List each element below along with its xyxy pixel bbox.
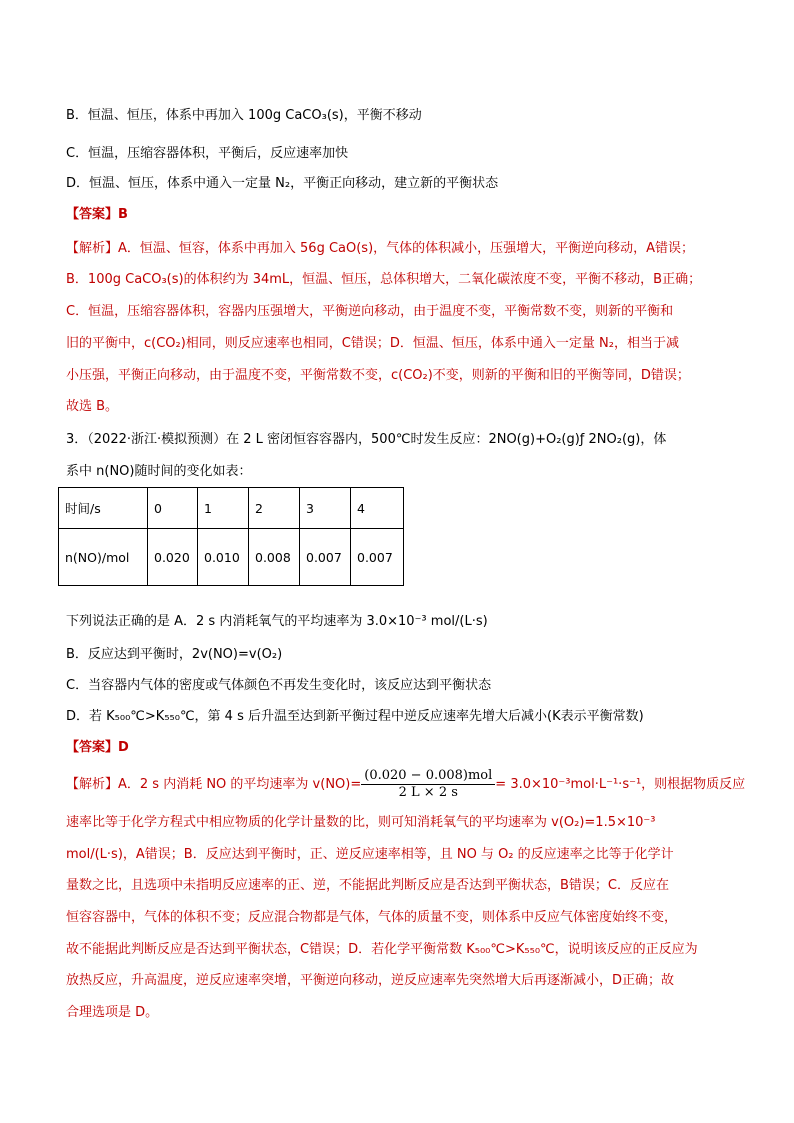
analysis-q3-line-2: 速率比等于化学方程式中相应物质的化学计量数的比，则可知消耗氧气的平均速率为 v(O₂)=1.5×10⁻³ xyxy=(66,815,656,830)
fraction-denominator: 2 L × 2 s xyxy=(398,785,458,800)
question-3-option-d: D．若 K₅₀₀℃>K₅₅₀℃，第 4 s 后升温至达到新平衡过程中逆反应速率先增大后减小(K表示平衡常数) xyxy=(66,709,644,724)
analysis-q3-line-4: 量数之比，且选项中未指明反应速率的正、逆，不能据此判断反应是否达到平衡状态，B错误；C．反应在 xyxy=(66,878,669,893)
table-cell: 0 xyxy=(148,488,198,529)
option-b-line: B．恒温、恒压，体系中再加入 100g CaCO₃(s)，平衡不移动 xyxy=(66,108,422,123)
option-d-line: D．恒温、恒压，体系中通入一定量 N₂，平衡正向移动，建立新的平衡状态 xyxy=(66,176,499,191)
rate-fraction xyxy=(361,768,495,801)
table-cell: 2 xyxy=(249,488,300,529)
table-cell: 0.007 xyxy=(351,529,404,586)
table-cell: 0.020 xyxy=(148,529,198,586)
analysis-q3-line-5: 恒容容器中，气体的体积不变；反应混合物都是气体，气体的质量不变，则体系中反应气体密度始终不变， xyxy=(66,910,678,925)
table-cell: 0.007 xyxy=(300,529,351,586)
question-3-option-b: B．反应达到平衡时，2v(NO)=v(O₂) xyxy=(66,647,283,662)
analysis-q3-line-8: 合理选项是 D。 xyxy=(66,1005,159,1020)
analysis-line-2: B．100g CaCO₃(s)的体积约为 34mL，恒温、恒压，总体积增大，二氧化碳浓度不变，平衡不移动，B正确； xyxy=(66,272,702,287)
analysis-line-6: 故选 B。 xyxy=(66,399,119,414)
analysis-rate-suffix: = 3.0×10⁻³mol·L⁻¹·s⁻¹，则根据物质反应 xyxy=(495,777,746,792)
analysis-q3-line-7: 放热反应，升高温度，逆反应速率突增，平衡逆向移动，逆反应速率先突然增大后再逐渐减小，D正确；故 xyxy=(66,973,675,988)
no-time-table xyxy=(58,487,404,586)
answer-label: 【答案】B xyxy=(66,207,128,222)
table-row xyxy=(59,529,404,586)
analysis-line-3: C．恒温，压缩容器体积，容器内压强增大，平衡逆向移动，由于温度不变，平衡常数不变，则新的平衡和 xyxy=(66,304,674,319)
analysis-rate-line xyxy=(66,768,745,802)
analysis-q3-line-6: 故不能据此判断反应是否达到平衡状态，C错误；D．若化学平衡常数 K₅₀₀℃>K₅₅₀℃，说明该反应的正反应为 xyxy=(66,942,698,957)
question-3-line-1: 3．（2022·浙江·模拟预测）在 2 L 密闭恒容容器内，500℃时发生反应：2NO(g)+O₂(g)ƒ 2NO₂(g)，体 xyxy=(66,432,667,447)
answer-label: 【答案】D xyxy=(66,740,129,755)
analysis-line-1: 【解析】A．恒温、恒容，体系中再加入 56g CaO(s)，气体的体积减小，压强增大，平衡逆向移动，A错误； xyxy=(66,241,695,256)
option-c-line: C．恒温，压缩容器体积，平衡后，反应速率加快 xyxy=(66,146,349,161)
table-cell: 时间/s xyxy=(59,488,148,529)
table-header-row xyxy=(59,488,404,529)
table-cell: 1 xyxy=(198,488,249,529)
table-cell: 0.010 xyxy=(198,529,249,586)
question-3-line-2: 系中 n(NO)随时间的变化如表： xyxy=(66,464,252,479)
analysis-line-5: 小压强，平衡正向移动，由于温度不变，平衡常数不变，c(CO₂)不变，则新的平衡和旧的平衡等同，D错误； xyxy=(66,368,690,383)
question-3-option-c: C．当容器内气体的密度或气体颜色不再发生变化时，该反应达到平衡状态 xyxy=(66,678,492,693)
question-3-stem-option-a: 下列说法正确的是 A．2 s 内消耗氧气的平均速率为 3.0×10⁻³ mol/(L·s) xyxy=(66,614,488,629)
table-cell: 0.008 xyxy=(249,529,300,586)
table-cell: 4 xyxy=(351,488,404,529)
analysis-rate-prefix: 【解析】A．2 s 内消耗 NO 的平均速率为 v(NO)= xyxy=(66,777,362,792)
analysis-q3-line-3: mol/(L·s)，A错误；B．反应达到平衡时，正、逆反应速率相等，且 NO 与 O₂ 的反应速率之比等于化学计 xyxy=(66,847,674,862)
table-cell: n(NO)/mol xyxy=(59,529,148,586)
analysis-line-4: 旧的平衡中，c(CO₂)相同，则反应速率也相同，C错误；D．恒温、恒压，体系中通入一定量 N₂，相当于减 xyxy=(66,336,679,351)
fraction-numerator: (0.020 − 0.008)mol xyxy=(361,768,495,785)
table-cell: 3 xyxy=(300,488,351,529)
